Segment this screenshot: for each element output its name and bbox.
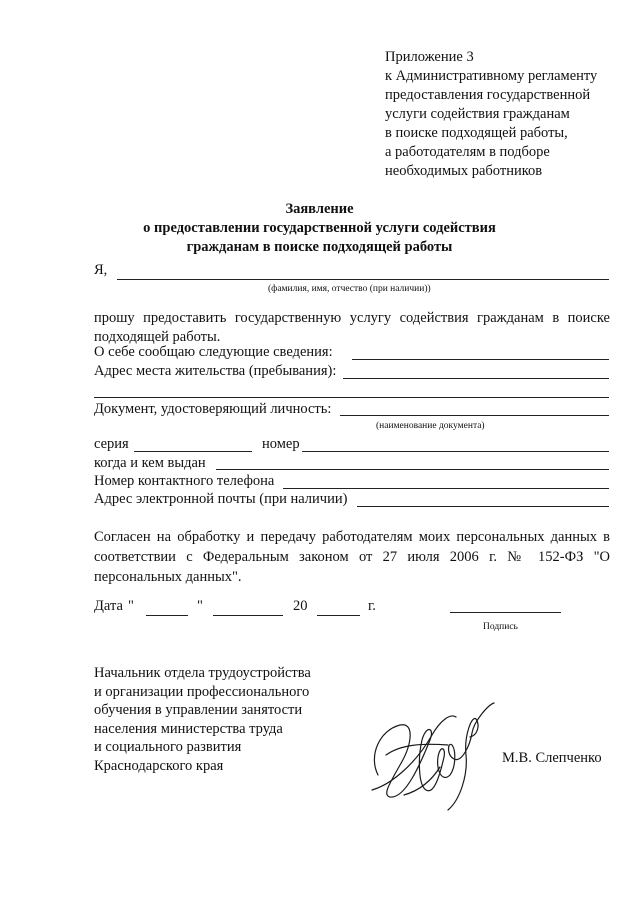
chief-line: и организации профессионального [94, 683, 310, 700]
issued-label: когда и кем выдан [94, 455, 206, 471]
consent-paragraph: Согласен на обработку и передачу работодателям моих персональных данных в соответствии с Федеральным законом от 27 июля 2006 г. № 152-ФЗ "О персональных данных". [94, 529, 610, 585]
address-field[interactable] [343, 378, 609, 379]
email-field[interactable] [357, 506, 609, 507]
document-subtitle-line2: гражданам в поиске подходящей работы [186, 239, 453, 255]
date-month-field[interactable] [213, 615, 283, 616]
handwritten-signature [360, 695, 500, 815]
document-label: Документ, удостоверяющий личность: [94, 401, 332, 417]
appendix-line: а работодателям в подборе [385, 144, 550, 160]
signature-field[interactable] [450, 612, 561, 613]
chief-line: Начальник отдела трудоустройства [94, 665, 311, 681]
chief-line: Краснодарского края [94, 757, 224, 774]
email-label: Адрес электронной почты (при наличии) [94, 491, 348, 507]
about-label: О себе сообщаю следующие сведения: [94, 344, 333, 360]
full-name-field[interactable] [117, 279, 609, 280]
chief-line: обучения в управлении занятости [94, 702, 303, 718]
year-prefix: 20 [293, 598, 308, 614]
address-label: Адрес места жительства (пребывания): [94, 363, 337, 379]
document-field[interactable] [340, 415, 609, 416]
date-label: Дата [94, 598, 123, 614]
appendix-line: предоставления государственной [385, 87, 591, 103]
address-field-line2[interactable] [94, 397, 609, 398]
phone-label: Номер контактного телефона [94, 473, 275, 489]
full-name-caption: (фамилия, имя, отчество (при наличии)) [268, 284, 431, 294]
appendix-line: Приложение 3 [385, 49, 474, 65]
date-day-field[interactable] [146, 615, 188, 616]
appendix-line: в поиске подходящей работы, [385, 125, 568, 141]
date-quote-close: " [197, 598, 203, 614]
document-caption: (наименование документа) [376, 421, 485, 431]
date-quote-open: " [128, 598, 134, 614]
document-subtitle-line1: о предоставлении государственной услуги содействия [143, 220, 496, 236]
chief-line: и социального развития [94, 739, 242, 755]
issued-field[interactable] [216, 469, 609, 470]
i-label: Я, [94, 262, 108, 278]
number-label: номер [262, 436, 300, 452]
appendix-line: услуги содействия гражданам [385, 106, 570, 122]
chief-title-block [94, 664, 311, 775]
appendix-line: необходимых работников [385, 163, 543, 179]
document-title: Заявление [285, 201, 354, 217]
date-year-field[interactable] [317, 615, 360, 616]
appendix-block [385, 48, 597, 181]
about-field[interactable] [352, 359, 609, 360]
signature-caption: Подпись [483, 622, 518, 632]
series-field[interactable] [134, 451, 252, 452]
phone-field[interactable] [283, 488, 609, 489]
request-paragraph: прошу предоставить государственную услугу содействия гражданам в поиске подходящей работы. [94, 310, 610, 345]
chief-line: населения министерства труда [94, 720, 283, 737]
series-label: серия [94, 436, 129, 452]
chief-name: М.В. Слепченко [502, 750, 602, 766]
appendix-line: к Административному регламенту [385, 68, 598, 84]
year-suffix: г. [368, 598, 376, 614]
number-field[interactable] [302, 451, 609, 452]
